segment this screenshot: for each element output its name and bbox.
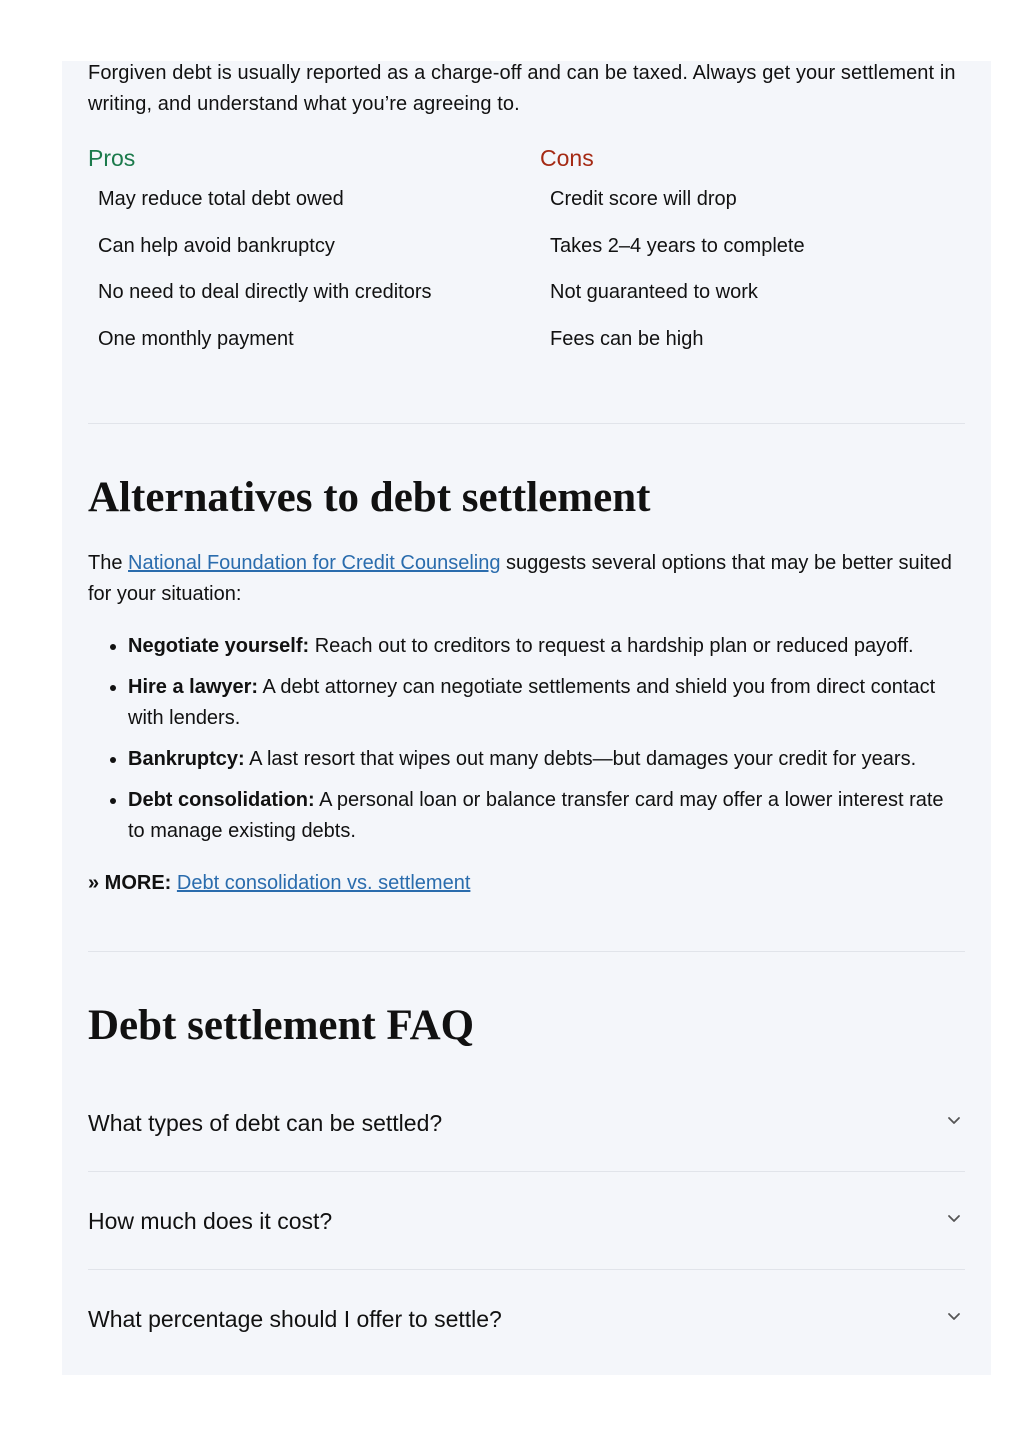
more-label: » MORE:: [88, 872, 172, 894]
pros-column: [88, 143, 518, 373]
cons-list: [540, 187, 970, 351]
pros-item: One monthly payment: [98, 327, 294, 350]
faq-item[interactable]: [88, 1074, 965, 1172]
faq-item[interactable]: [88, 1270, 965, 1368]
cons-item: Credit score will drop: [550, 188, 737, 210]
pros-item: Can help avoid bankruptcy: [98, 234, 335, 257]
faq-heading: Debt settlement FAQ: [88, 1002, 475, 1049]
faq-question: What types of debt can be settled?: [88, 1110, 443, 1136]
more-link-line: [88, 868, 470, 899]
settlement-tax-note: Forgiven debt is usually reported as a charge-off and can be taxed. Always get your settlement in writing, and understand what you’re agreeing to.: [88, 62, 956, 115]
option-text: A debt attorney can negotiate settlements and shield you from direct contact with lenders.: [128, 676, 936, 729]
chevron-down-icon[interactable]: [947, 1312, 961, 1322]
consolidation-vs-settlement-link[interactable]: Debt consolidation vs. settlement: [176, 872, 471, 894]
pros-cons-section: [88, 143, 965, 373]
cons-title: Cons: [540, 145, 594, 171]
alternatives-intro: [88, 548, 965, 610]
cons-item: Fees can be high: [550, 327, 704, 350]
cons-item: Not guaranteed to work: [550, 281, 758, 303]
alternative-option: [128, 785, 965, 847]
content-panel: [62, 61, 991, 1375]
cons-column: [540, 143, 970, 373]
pros-item: No need to deal directly with creditors: [98, 281, 432, 303]
option-label: Debt consolidation:: [128, 789, 315, 811]
option-text: A last resort that wipes out many debts—but damages your credit for years.: [244, 748, 917, 770]
alternative-option: [128, 744, 965, 775]
option-text: Reach out to creditors to request a hardship plan or reduced payoff.: [309, 635, 914, 657]
alternative-option: [128, 672, 965, 734]
alternatives-list: [88, 631, 965, 857]
faq-question: How much does it cost?: [88, 1208, 333, 1234]
pros-title: Pros: [88, 145, 136, 171]
section-divider: [88, 951, 965, 952]
chevron-down-icon[interactable]: [947, 1214, 961, 1224]
alternatives-intro-after: suggests several options that may be better suited for your situation:: [88, 552, 952, 605]
alternatives-intro-before: The: [88, 552, 129, 574]
option-label: Hire a lawyer:: [128, 676, 259, 698]
nfcc-link[interactable]: National Foundation for Credit Counseling: [128, 552, 501, 574]
pros-list: [88, 187, 518, 351]
option-label: Negotiate yourself:: [128, 635, 310, 657]
cons-item: Takes 2–4 years to complete: [550, 234, 805, 257]
option-label: Bankruptcy:: [128, 748, 245, 770]
faq-question: What percentage should I offer to settle?: [88, 1306, 502, 1332]
chevron-down-icon[interactable]: [947, 1116, 961, 1126]
option-text: A personal loan or balance transfer card may offer a lower interest rate to manage existing debts.: [128, 789, 944, 842]
alternative-option: [128, 631, 965, 662]
section-divider: [88, 423, 965, 424]
faq-list: [88, 1074, 965, 1368]
pros-item: May reduce total debt owed: [98, 188, 344, 210]
alternatives-heading: Alternatives to debt settlement: [88, 474, 651, 521]
faq-item[interactable]: [88, 1172, 965, 1270]
